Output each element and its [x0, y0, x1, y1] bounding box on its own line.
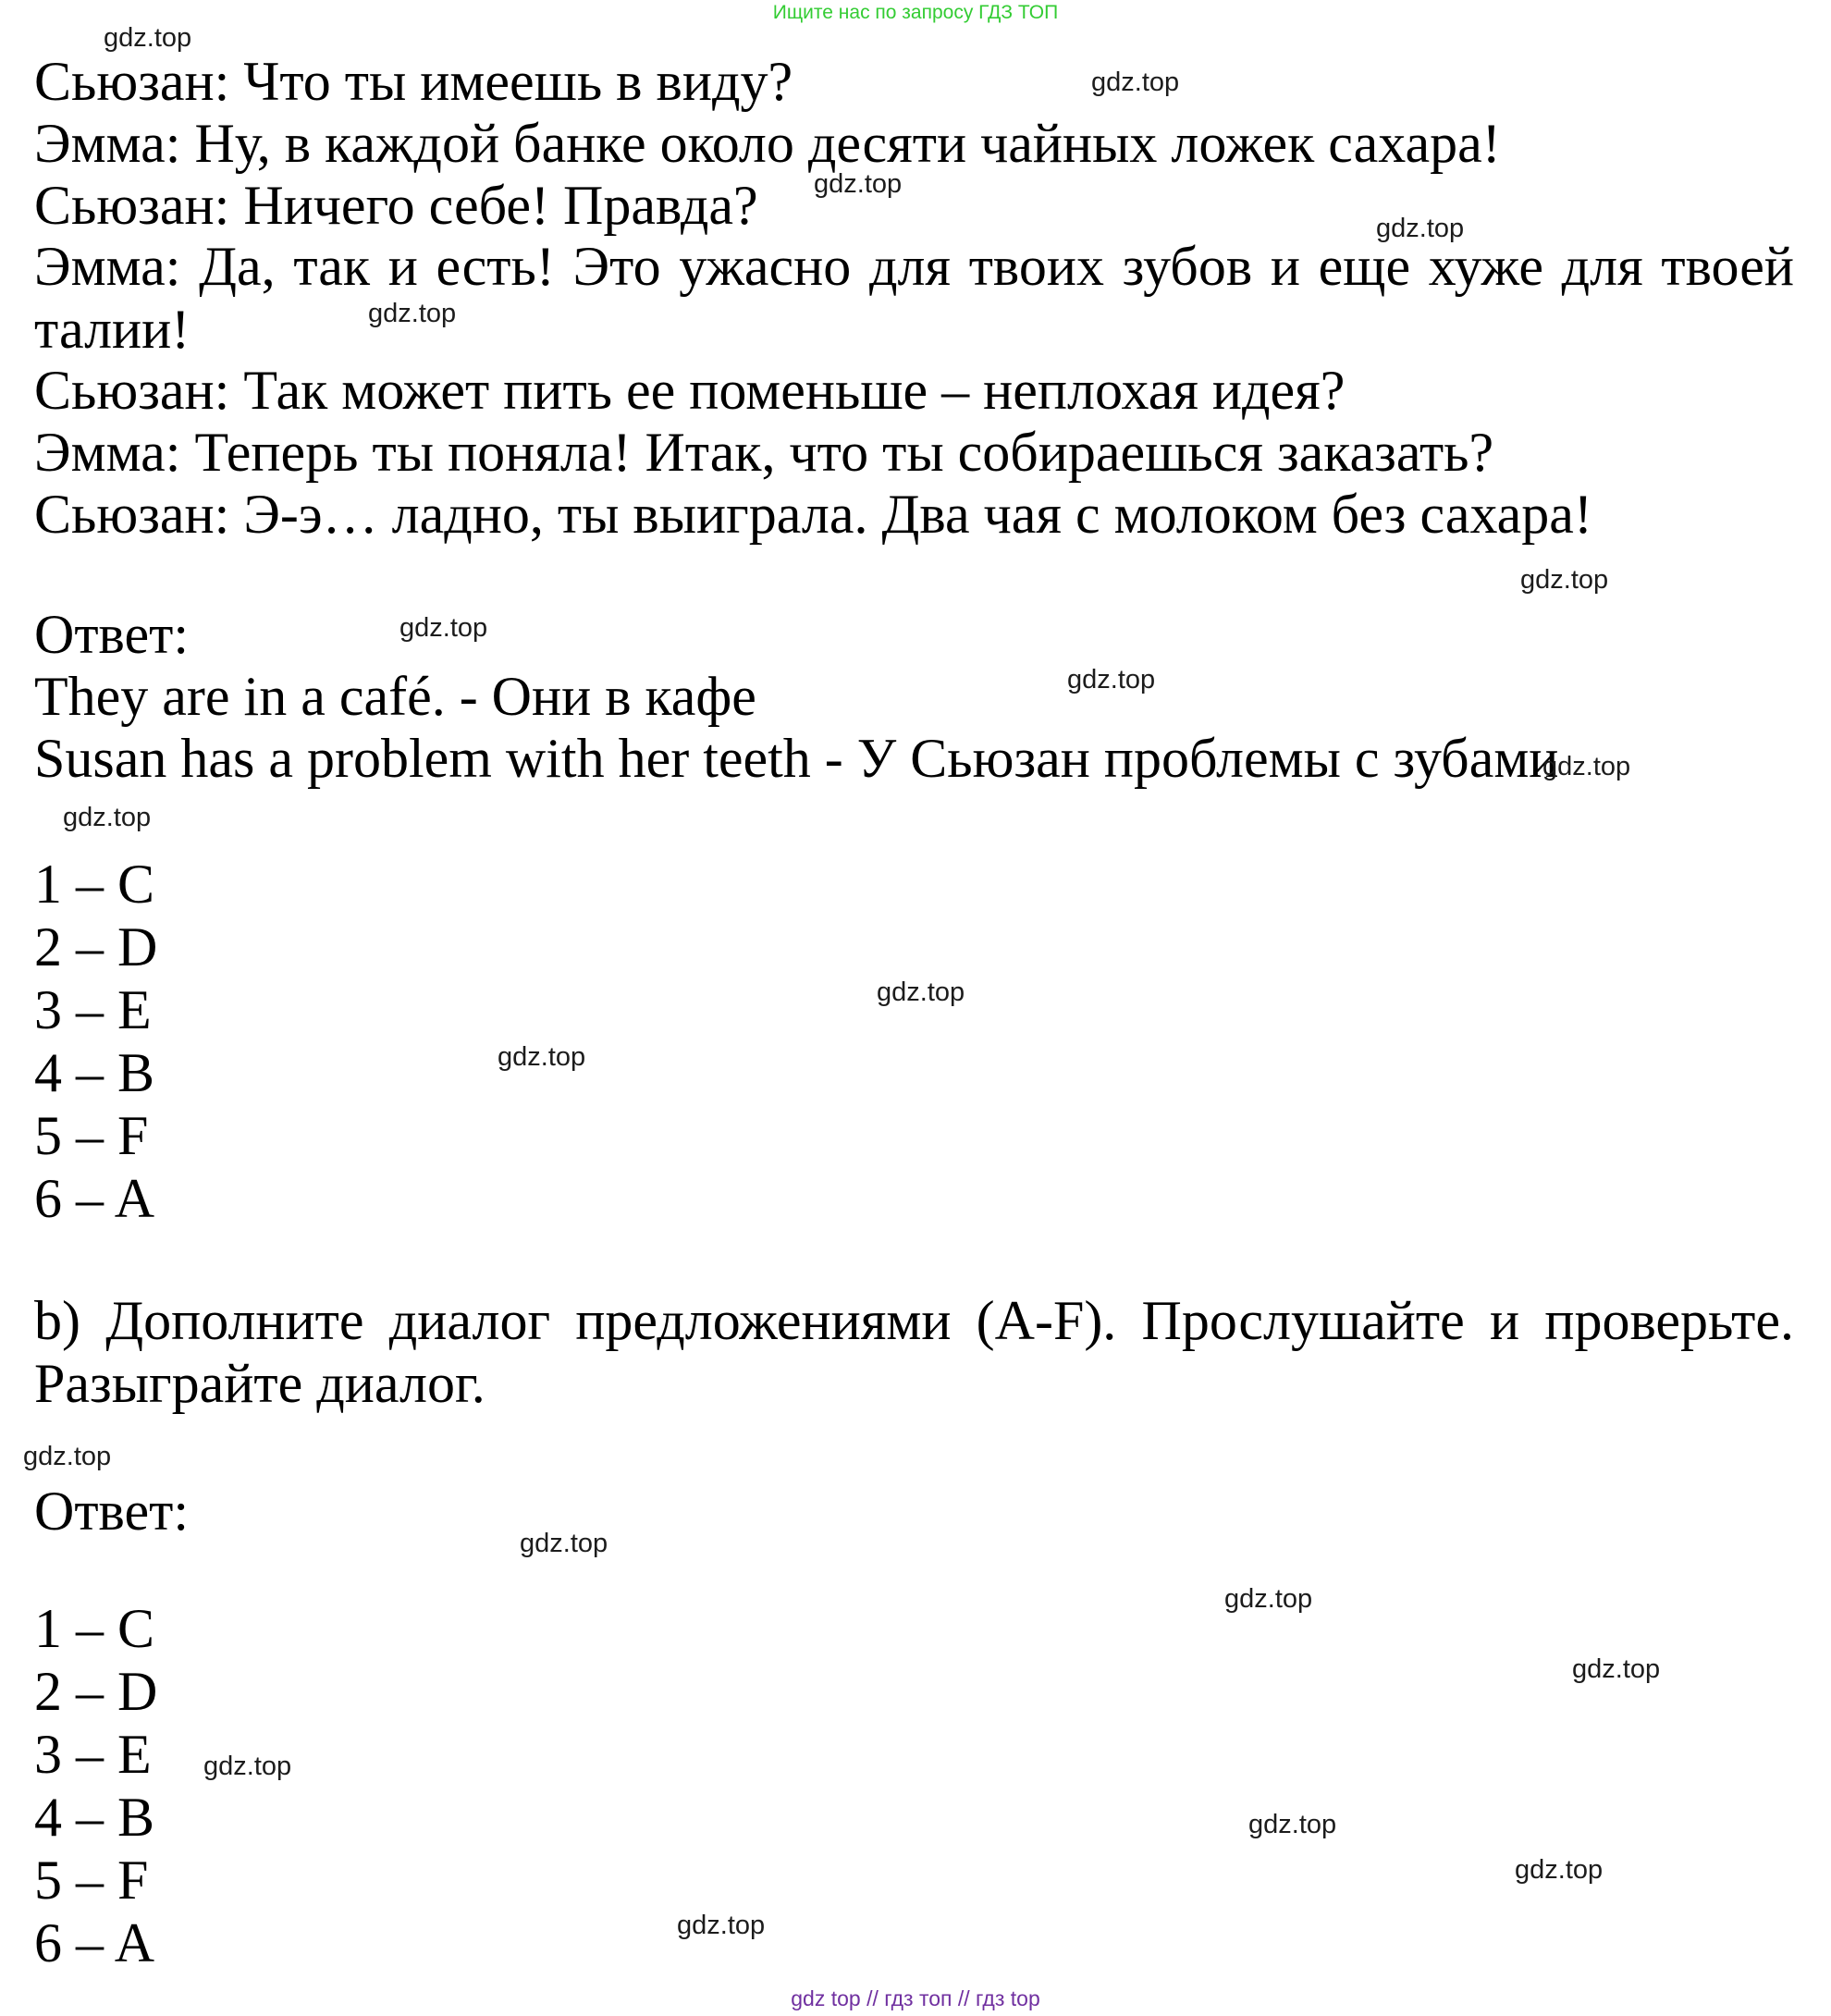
- gdz-watermark: gdz.top: [368, 299, 457, 328]
- gdz-watermark: gdz.top: [1067, 665, 1156, 695]
- gdz-watermark: gdz.top: [1520, 565, 1609, 595]
- answer-key-item: 6 – A: [34, 1912, 155, 1973]
- gdz-watermark: gdz.top: [498, 1042, 586, 1072]
- gdz-watermark: gdz.top: [814, 169, 903, 199]
- answer-line: Susan has a problem with her teeth - У Сьюзан проблемы с зубами: [34, 728, 1559, 789]
- answer-key-item: 1 – C: [34, 854, 155, 915]
- gdz-watermark: gdz.top: [1091, 68, 1180, 97]
- answer-line: They are in a café. - Они в кафе: [34, 666, 756, 727]
- gdz-watermark: gdz.top: [1572, 1654, 1661, 1684]
- dialogue-line: Сьюзан: Что ты имеешь в виду?: [34, 51, 793, 112]
- answer-key-item: 5 – F: [34, 1105, 149, 1166]
- gdz-watermark: gdz.top: [1248, 1810, 1337, 1839]
- gdz-watermark: gdz.top: [520, 1529, 608, 1558]
- gdz-watermark: gdz.top: [1515, 1855, 1604, 1885]
- answer-key-item: 6 – A: [34, 1168, 155, 1229]
- gdz-watermark: gdz.top: [399, 613, 488, 643]
- gdz-watermark: gdz.top: [1224, 1584, 1313, 1614]
- task-b-instruction: b) Дополните диалог предложениями (A-F). Прослушайте и проверьте.: [34, 1290, 1794, 1351]
- gdz-watermark: gdz.top: [63, 803, 152, 832]
- dialogue-line: Сьюзан: Ничего себе! Правда?: [34, 175, 758, 236]
- answer-key-item: 2 – D: [34, 1661, 158, 1722]
- footer-site-tags: gdz top // гдз топ // гдз top: [791, 1986, 1040, 2010]
- dialogue-line: Эмма: Да, так и есть! Это ужасно для твоих зубов и еще хуже для твоей: [34, 236, 1794, 297]
- answer-key-item: 1 – C: [34, 1598, 155, 1659]
- answer-key-item: 5 – F: [34, 1850, 149, 1911]
- task-b-instruction: Разыграйте диалог.: [34, 1353, 485, 1414]
- gdz-watermark: gdz.top: [104, 23, 192, 53]
- dialogue-line: талии!: [34, 299, 190, 360]
- answer-label: Ответ:: [34, 1481, 190, 1542]
- gdz-watermark: gdz.top: [877, 977, 965, 1007]
- dialogue-line: Эмма: Теперь ты поняла! Итак, что ты собираешься заказать?: [34, 422, 1494, 483]
- dialogue-line: Эмма: Ну, в каждой банке около десяти чайных ложек сахара!: [34, 113, 1501, 174]
- dialogue-line: Сьюзан: Э-э… ладно, ты выиграла. Два чая с молоком без сахара!: [34, 484, 1592, 545]
- answer-key-item: 2 – D: [34, 916, 158, 977]
- answer-label: Ответ:: [34, 604, 190, 665]
- gdz-watermark: gdz.top: [23, 1442, 112, 1471]
- answer-key-item: 3 – E: [34, 979, 152, 1040]
- gdz-watermark: gdz.top: [677, 1911, 766, 1940]
- answer-key-item: 4 – B: [34, 1787, 155, 1848]
- dialogue-line: Сьюзан: Так может пить ее поменьше – неплохая идея?: [34, 360, 1346, 421]
- gdz-watermark: gdz.top: [1542, 752, 1631, 781]
- site-promo-header: Ищите нас по запросу ГДЗ ТОП: [772, 2, 1059, 23]
- answer-key-item: 4 – B: [34, 1042, 155, 1103]
- answer-key-item: 3 – E: [34, 1724, 152, 1785]
- gdz-watermark: gdz.top: [1376, 214, 1465, 243]
- gdz-watermark: gdz.top: [203, 1752, 292, 1781]
